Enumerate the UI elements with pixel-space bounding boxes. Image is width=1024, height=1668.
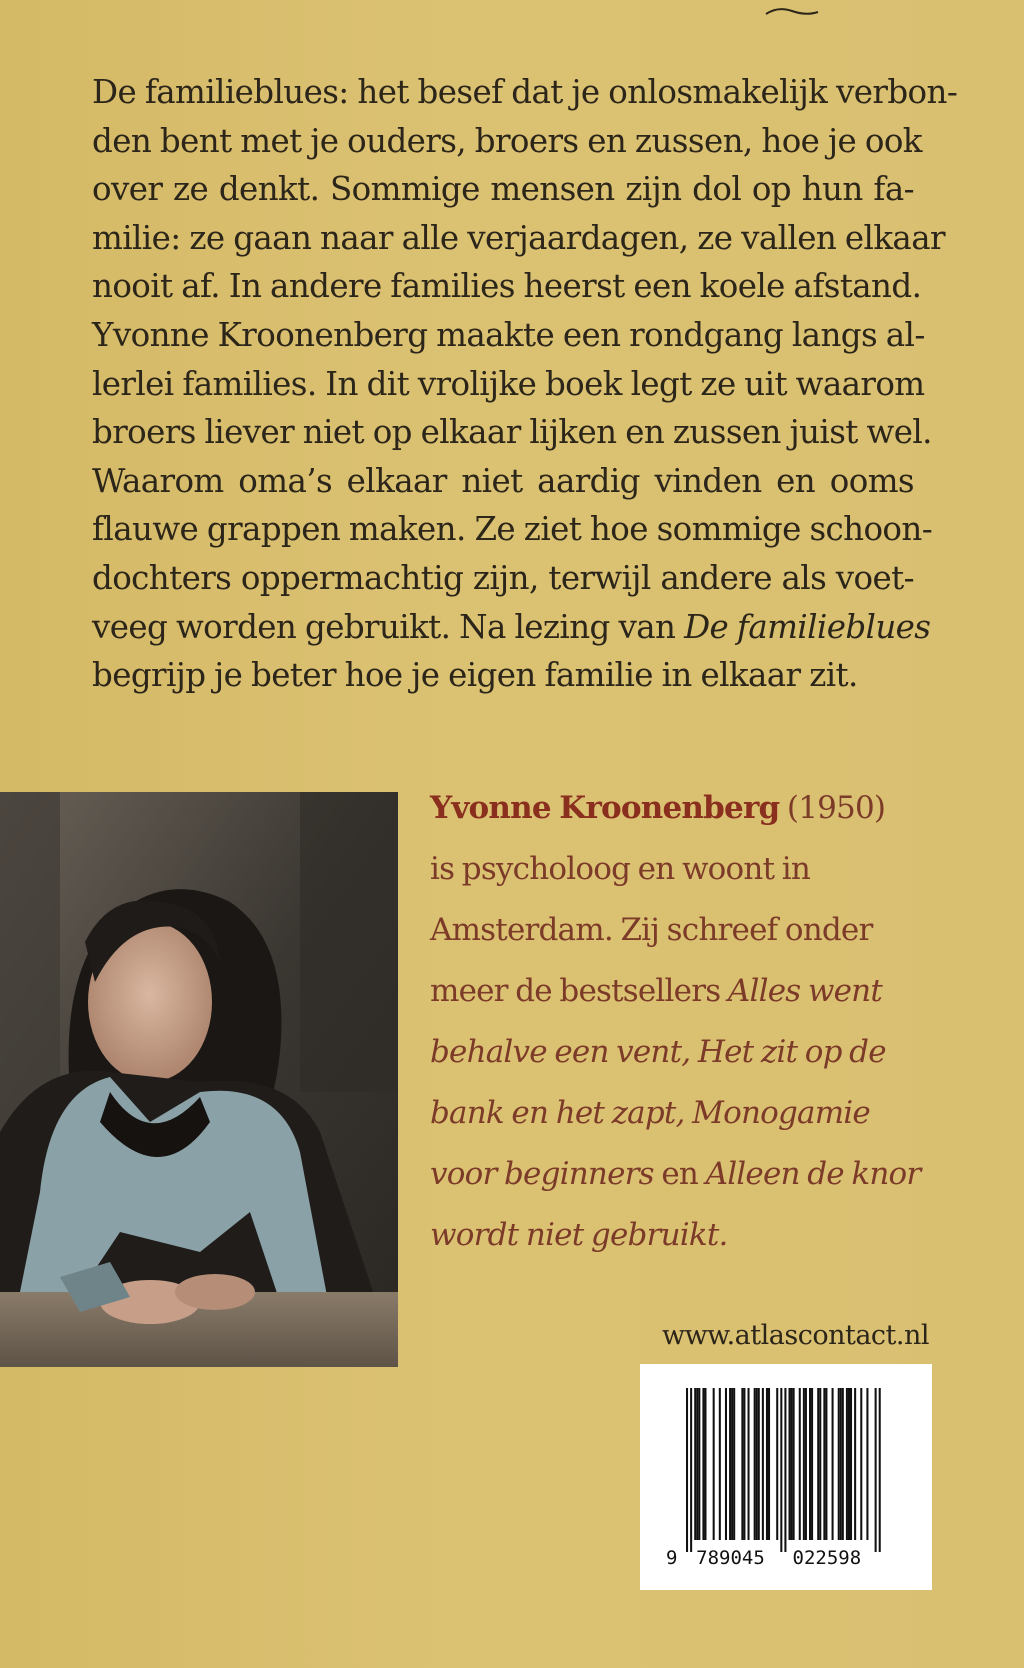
barcode-graphic bbox=[640, 1364, 932, 1590]
barcode-bar bbox=[823, 1388, 825, 1540]
bestseller-title: Alles went bbox=[727, 973, 883, 1009]
barcode-bar bbox=[819, 1388, 821, 1540]
barcode-bar bbox=[762, 1388, 764, 1540]
blurb-line: Waarom oma’s elkaar niet aardig vinden en ooms bbox=[92, 461, 914, 500]
barcode-bar bbox=[719, 1388, 721, 1540]
barcode-bar bbox=[713, 1388, 715, 1540]
barcode-bar bbox=[789, 1388, 791, 1540]
blurb-line: veeg worden gebruikt. Na lezing van bbox=[92, 607, 685, 646]
author-bio bbox=[430, 778, 930, 1266]
blurb-line-with-title bbox=[92, 603, 931, 652]
bio-line bbox=[430, 1022, 930, 1083]
bio-text: meer de bestsellers bbox=[430, 973, 728, 1009]
blurb-line: nooit af. In andere families heerst een koele afstand. bbox=[92, 267, 922, 306]
bestseller-title: bank en het zapt, Monogamie bbox=[430, 1095, 870, 1131]
barcode-bar bbox=[754, 1388, 756, 1540]
blurb-line: dochters oppermachtig zijn, terwijl andere als voet- bbox=[92, 558, 914, 597]
blurb-line: milie: ze gaan naar alle verjaardagen, ze vallen elkaar bbox=[92, 218, 945, 257]
barcode-bar bbox=[690, 1388, 692, 1552]
barcode-bar bbox=[840, 1388, 842, 1540]
blurb-line: Yvonne Kroonenberg maakte een rondgang langs al- bbox=[92, 315, 925, 354]
publisher-website: www.atlascontact.nl bbox=[661, 1320, 929, 1351]
barcode-bar bbox=[811, 1388, 813, 1540]
barcode-bar bbox=[756, 1388, 758, 1540]
bio-line bbox=[430, 778, 930, 839]
barcode-bar bbox=[768, 1388, 770, 1540]
barcode-bar bbox=[743, 1388, 745, 1540]
bestseller-title: voor beginners bbox=[430, 1156, 654, 1192]
bio-line: Amsterdam. Zij schreef onder bbox=[430, 912, 873, 948]
barcode-digits-left: 789045 bbox=[696, 1547, 765, 1569]
barcode-bar bbox=[809, 1388, 811, 1540]
bio-line bbox=[430, 1205, 930, 1266]
bestseller-title: behalve een vent, Het zit op de bbox=[430, 1034, 886, 1070]
blurb-text bbox=[92, 68, 958, 700]
barcode-bar bbox=[741, 1388, 743, 1540]
blurb-line: De familieblues: het besef dat je onlosmakelijk verbon- bbox=[92, 73, 958, 111]
bio-line: is psycholoog en woont in bbox=[430, 851, 811, 887]
barcode-bar bbox=[866, 1388, 868, 1540]
bio-line bbox=[430, 1144, 930, 1205]
barcode-bar bbox=[698, 1388, 700, 1540]
barcode-bar bbox=[748, 1388, 750, 1540]
barcode-bar bbox=[799, 1388, 801, 1540]
blurb-line: begrijp je beter hoe je eigen familie in elkaar zit. bbox=[92, 656, 858, 695]
barcode-bar bbox=[725, 1388, 727, 1540]
barcode-bar bbox=[846, 1388, 848, 1540]
barcode-bar bbox=[729, 1388, 731, 1540]
isbn-barcode bbox=[640, 1364, 932, 1590]
swash-ornament-icon bbox=[764, 6, 820, 18]
barcode-digit-lead: 9 bbox=[666, 1547, 678, 1569]
bio-line bbox=[430, 961, 930, 1022]
barcode-bar bbox=[879, 1388, 881, 1552]
bestseller-title: wordt niet gebruikt. bbox=[430, 1217, 728, 1253]
barcode-bar bbox=[860, 1388, 862, 1540]
bio-line bbox=[430, 1083, 930, 1144]
barcode-digits-right: 022598 bbox=[792, 1547, 862, 1569]
barcode-bar bbox=[702, 1388, 704, 1540]
barcode-bar bbox=[825, 1388, 827, 1540]
barcode-bar bbox=[817, 1388, 819, 1540]
barcode-bar bbox=[776, 1388, 778, 1540]
blurb-line: lerlei families. In dit vrolijke boek legt ze uit waarom bbox=[92, 364, 925, 403]
author-name: Yvonne Kroonenberg bbox=[430, 790, 780, 826]
blurb-line: den bent met je ouders, broers en zussen, hoe je ook bbox=[92, 121, 922, 160]
barcode-bar bbox=[793, 1388, 795, 1540]
barcode-bar bbox=[875, 1388, 877, 1552]
barcode-bar bbox=[731, 1388, 733, 1540]
barcode-bar bbox=[854, 1388, 856, 1540]
bio-text: en bbox=[653, 1156, 706, 1192]
barcode-bar bbox=[805, 1388, 807, 1540]
barcode-bar bbox=[838, 1388, 840, 1540]
barcode-bar bbox=[832, 1388, 834, 1540]
barcode-bar bbox=[842, 1388, 844, 1540]
author-photo bbox=[0, 792, 398, 1367]
bestseller-title: Alleen de knor bbox=[705, 1156, 921, 1192]
barcode-bar bbox=[791, 1388, 793, 1540]
blurb-line: broers liever niet op elkaar lijken en zussen juist wel. bbox=[92, 413, 932, 452]
blurb-line: flauwe grappen maken. Ze ziet hoe sommige schoon- bbox=[92, 510, 933, 549]
blurb-line: over ze denkt. Sommige mensen zijn dol op hun fa- bbox=[92, 170, 914, 209]
barcode-bar bbox=[733, 1388, 735, 1540]
barcode-bar bbox=[848, 1388, 850, 1540]
barcode-bar bbox=[850, 1388, 852, 1540]
barcode-bar bbox=[696, 1388, 698, 1540]
barcode-bar bbox=[784, 1388, 786, 1552]
barcode-bar bbox=[686, 1388, 688, 1552]
author-birth-year: (1950) bbox=[786, 790, 886, 826]
barcode-bar bbox=[780, 1388, 782, 1552]
barcode-bar bbox=[758, 1388, 760, 1540]
book-title: De familieblues bbox=[684, 607, 931, 646]
barcode-bar bbox=[766, 1388, 768, 1540]
barcode-bar bbox=[694, 1388, 696, 1540]
barcode-bar bbox=[803, 1388, 805, 1540]
barcode-bar bbox=[704, 1388, 706, 1540]
